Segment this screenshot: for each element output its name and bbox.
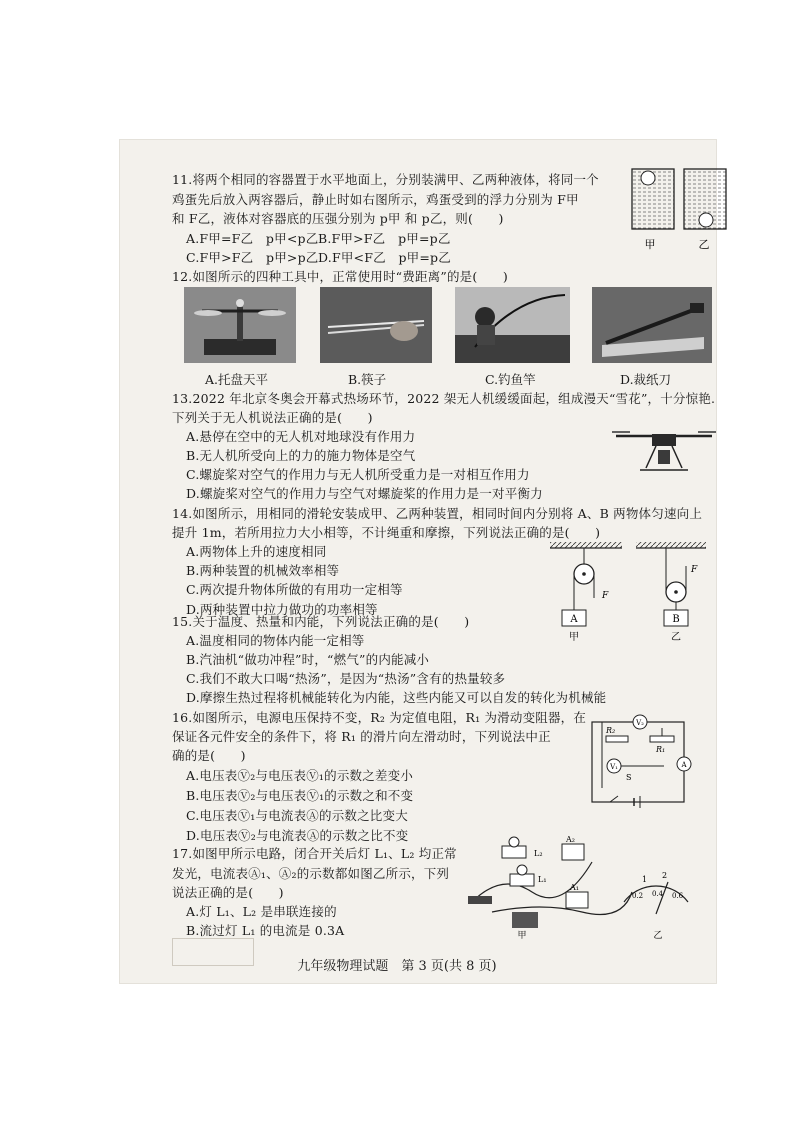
q15-stem: 15.关于温度、热量和内能，下列说法正确的是( ) [172, 614, 470, 629]
switch [468, 896, 492, 904]
q13-line2: 下列关于无人机说法正确的是( ) [172, 410, 373, 425]
q16-option-b: B.电压表Ⓥ₂与电压表Ⓥ₁的示数之和不变 [186, 788, 414, 803]
ammeter-a1 [566, 892, 588, 908]
photo-paper-cutter [592, 287, 712, 363]
q13-option-d: D.螺旋桨对空气的作用力与空气对螺旋桨的作用力是一对平衡力 [186, 486, 543, 501]
l2-label: L₂ [534, 849, 543, 858]
bulb-l2 [502, 846, 526, 858]
q15-option-a: A.温度相同的物体内能一定相等 [186, 633, 365, 648]
q12-stem: 12.如图所示的四种工具中，正常使用时“费距离”的是( ) [172, 269, 508, 284]
scale-bottom-04: 0.4 [652, 890, 664, 898]
l1-label: L₁ [538, 875, 547, 884]
q11-line3: 和 F乙，液体对容器底的压强分别为 p甲 和 p乙，则( ) [172, 211, 504, 226]
q13-option-c: C.螺旋桨对空气的作用力与无人机所受重力是一对相互作用力 [186, 467, 530, 482]
q11-option-a: A.F甲=F乙 p甲<p乙 [186, 231, 319, 246]
q17-line2: 发光，电流表Ⓐ₁、Ⓐ₂的示数都如图乙所示，下列 [172, 866, 450, 881]
q11-option-d: D.F甲<F乙 p甲=p乙 [318, 250, 451, 265]
q11-line2: 鸡蛋先后放入两容器后，静止时如右图所示，鸡蛋受到的浮力分别为 F甲 [172, 192, 579, 207]
block-b-label: B [672, 614, 680, 625]
photo-chopsticks [320, 287, 432, 363]
q11-containers-figure [628, 166, 734, 262]
label-yi: 乙 [653, 931, 663, 941]
label-jia: 甲 [569, 632, 579, 642]
scale-top-2: 2 [662, 871, 668, 880]
force-label-jia: F [602, 591, 609, 601]
q14-option-a: A.两物体上升的速度相同 [186, 544, 327, 559]
q14-option-d: D.两种装置中拉力做功的功率相等 [186, 602, 378, 617]
scale-bottom-06: 0.6 [672, 892, 684, 900]
q16-line1: 16.如图所示，电源电压保持不变，R₂ 为定值电阻，R₁ 为滑动变阻器，在 [172, 710, 587, 725]
q15-option-c: C.我们不敢大口喝“热汤”，是因为“热汤”含有的热量较多 [186, 671, 506, 686]
q17-circuit-figure [462, 832, 702, 942]
q16-option-c: C.电压表Ⓥ₁与电流表Ⓐ的示数之比变大 [186, 808, 408, 823]
battery [512, 912, 538, 928]
label-jia: 甲 [517, 931, 527, 941]
label-yi: 乙 [698, 238, 710, 251]
q14-pulley-figure [548, 540, 708, 642]
q11-option-c: C.F甲>F乙 p甲>p乙 [186, 250, 319, 265]
q16-option-a: A.电压表Ⓥ₂与电压表Ⓥ₁的示数之差变小 [186, 768, 414, 783]
force-label-yi: F [691, 565, 698, 575]
q11-line1: 11.将两个相同的容器置于水平地面上，分别装满甲、乙两种液体，将同一个 [172, 172, 599, 187]
q15-option-d: D.摩擦生热过程将机械能转化为内能，这些内能又可以自发的转化为机械能 [186, 690, 607, 705]
r2-label: R₂ [606, 726, 616, 735]
block-a-label: A [570, 614, 578, 625]
drone-figure [610, 420, 718, 482]
photo-fishing-rod [455, 287, 570, 363]
r1-label: R₁ [656, 745, 666, 754]
switch-label: S [626, 773, 632, 782]
q15-option-b: B.汽油机“做功冲程”时，“燃气”的内能减小 [186, 652, 430, 667]
q13-line1: 13.2022 年北京冬奥会开幕式热场环节，2022 架无人机缓缓面起，组成漫天“雪花”，十分惊艳. [172, 391, 716, 406]
q14-line2: 提升 1m，若所用拉力大小相等，不计绳重和摩擦，下列说法正确的是( ) [172, 525, 601, 540]
q13-option-a: A.悬停在空中的无人机对地球没有作用力 [186, 429, 416, 444]
scale-bottom-02: 0.2 [632, 892, 644, 900]
q16-circuit-figure [584, 708, 706, 808]
ammeter-label: A [681, 761, 687, 769]
q17-option-b: B.流过灯 L₁ 的电流是 0.3A [186, 923, 345, 938]
photo-tray-balance [184, 287, 296, 363]
page-footer: 九年级物理试题 第 3 页(共 8 页) [297, 959, 497, 974]
q14-line1: 14.如图所示，用相同的滑轮安装成甲、乙两种装置，相同时间内分别将 A、B 两物体匀速向上 [172, 506, 703, 521]
v1-label: V₁ [610, 763, 618, 771]
label-jia: 甲 [644, 238, 656, 251]
q17-line1: 17.如图甲所示电路，闭合开关后灯 L₁、L₂ 均正常 [172, 846, 457, 861]
ammeter-a2 [562, 844, 584, 860]
q17-line3: 说法正确的是( ) [172, 885, 284, 900]
egg-floating [641, 171, 655, 185]
egg-sunk [699, 213, 713, 227]
q16-line3: 确的是( ) [172, 748, 246, 763]
v2-label: V₂ [636, 719, 644, 727]
q14-option-c: C.两次提升物体所做的有用功一定相等 [186, 582, 403, 597]
q12-caption-c: C.钓鱼竿 [485, 372, 536, 387]
a1-label: A₁ [570, 883, 579, 892]
q16-line2: 保证各元件安全的条件下，将 R₁ 的滑片向左滑动时，下列说法中正 [172, 729, 551, 744]
label-yi: 乙 [671, 632, 681, 642]
q13-option-b: B.无人机所受向上的力的施力物体是空气 [186, 448, 416, 463]
rheostat-r1 [650, 736, 674, 742]
scale-top-1: 1 [642, 875, 648, 884]
q11-option-b: B.F甲>F乙 p甲=p乙 [318, 231, 451, 246]
resistor-r2 [606, 736, 628, 742]
q17-option-a: A.灯 L₁、L₂ 是串联连接的 [186, 904, 337, 919]
bulb-l1 [510, 874, 534, 886]
q16-option-d: D.电压表Ⓥ₂与电流表Ⓐ的示数之比不变 [186, 828, 409, 843]
q12-caption-b: B.筷子 [348, 372, 387, 387]
q12-caption-d: D.裁纸刀 [620, 372, 672, 387]
q14-option-b: B.两种装置的机械效率相等 [186, 563, 340, 578]
a2-label: A₂ [566, 835, 575, 844]
q12-caption-a: A.托盘天平 [205, 372, 269, 387]
